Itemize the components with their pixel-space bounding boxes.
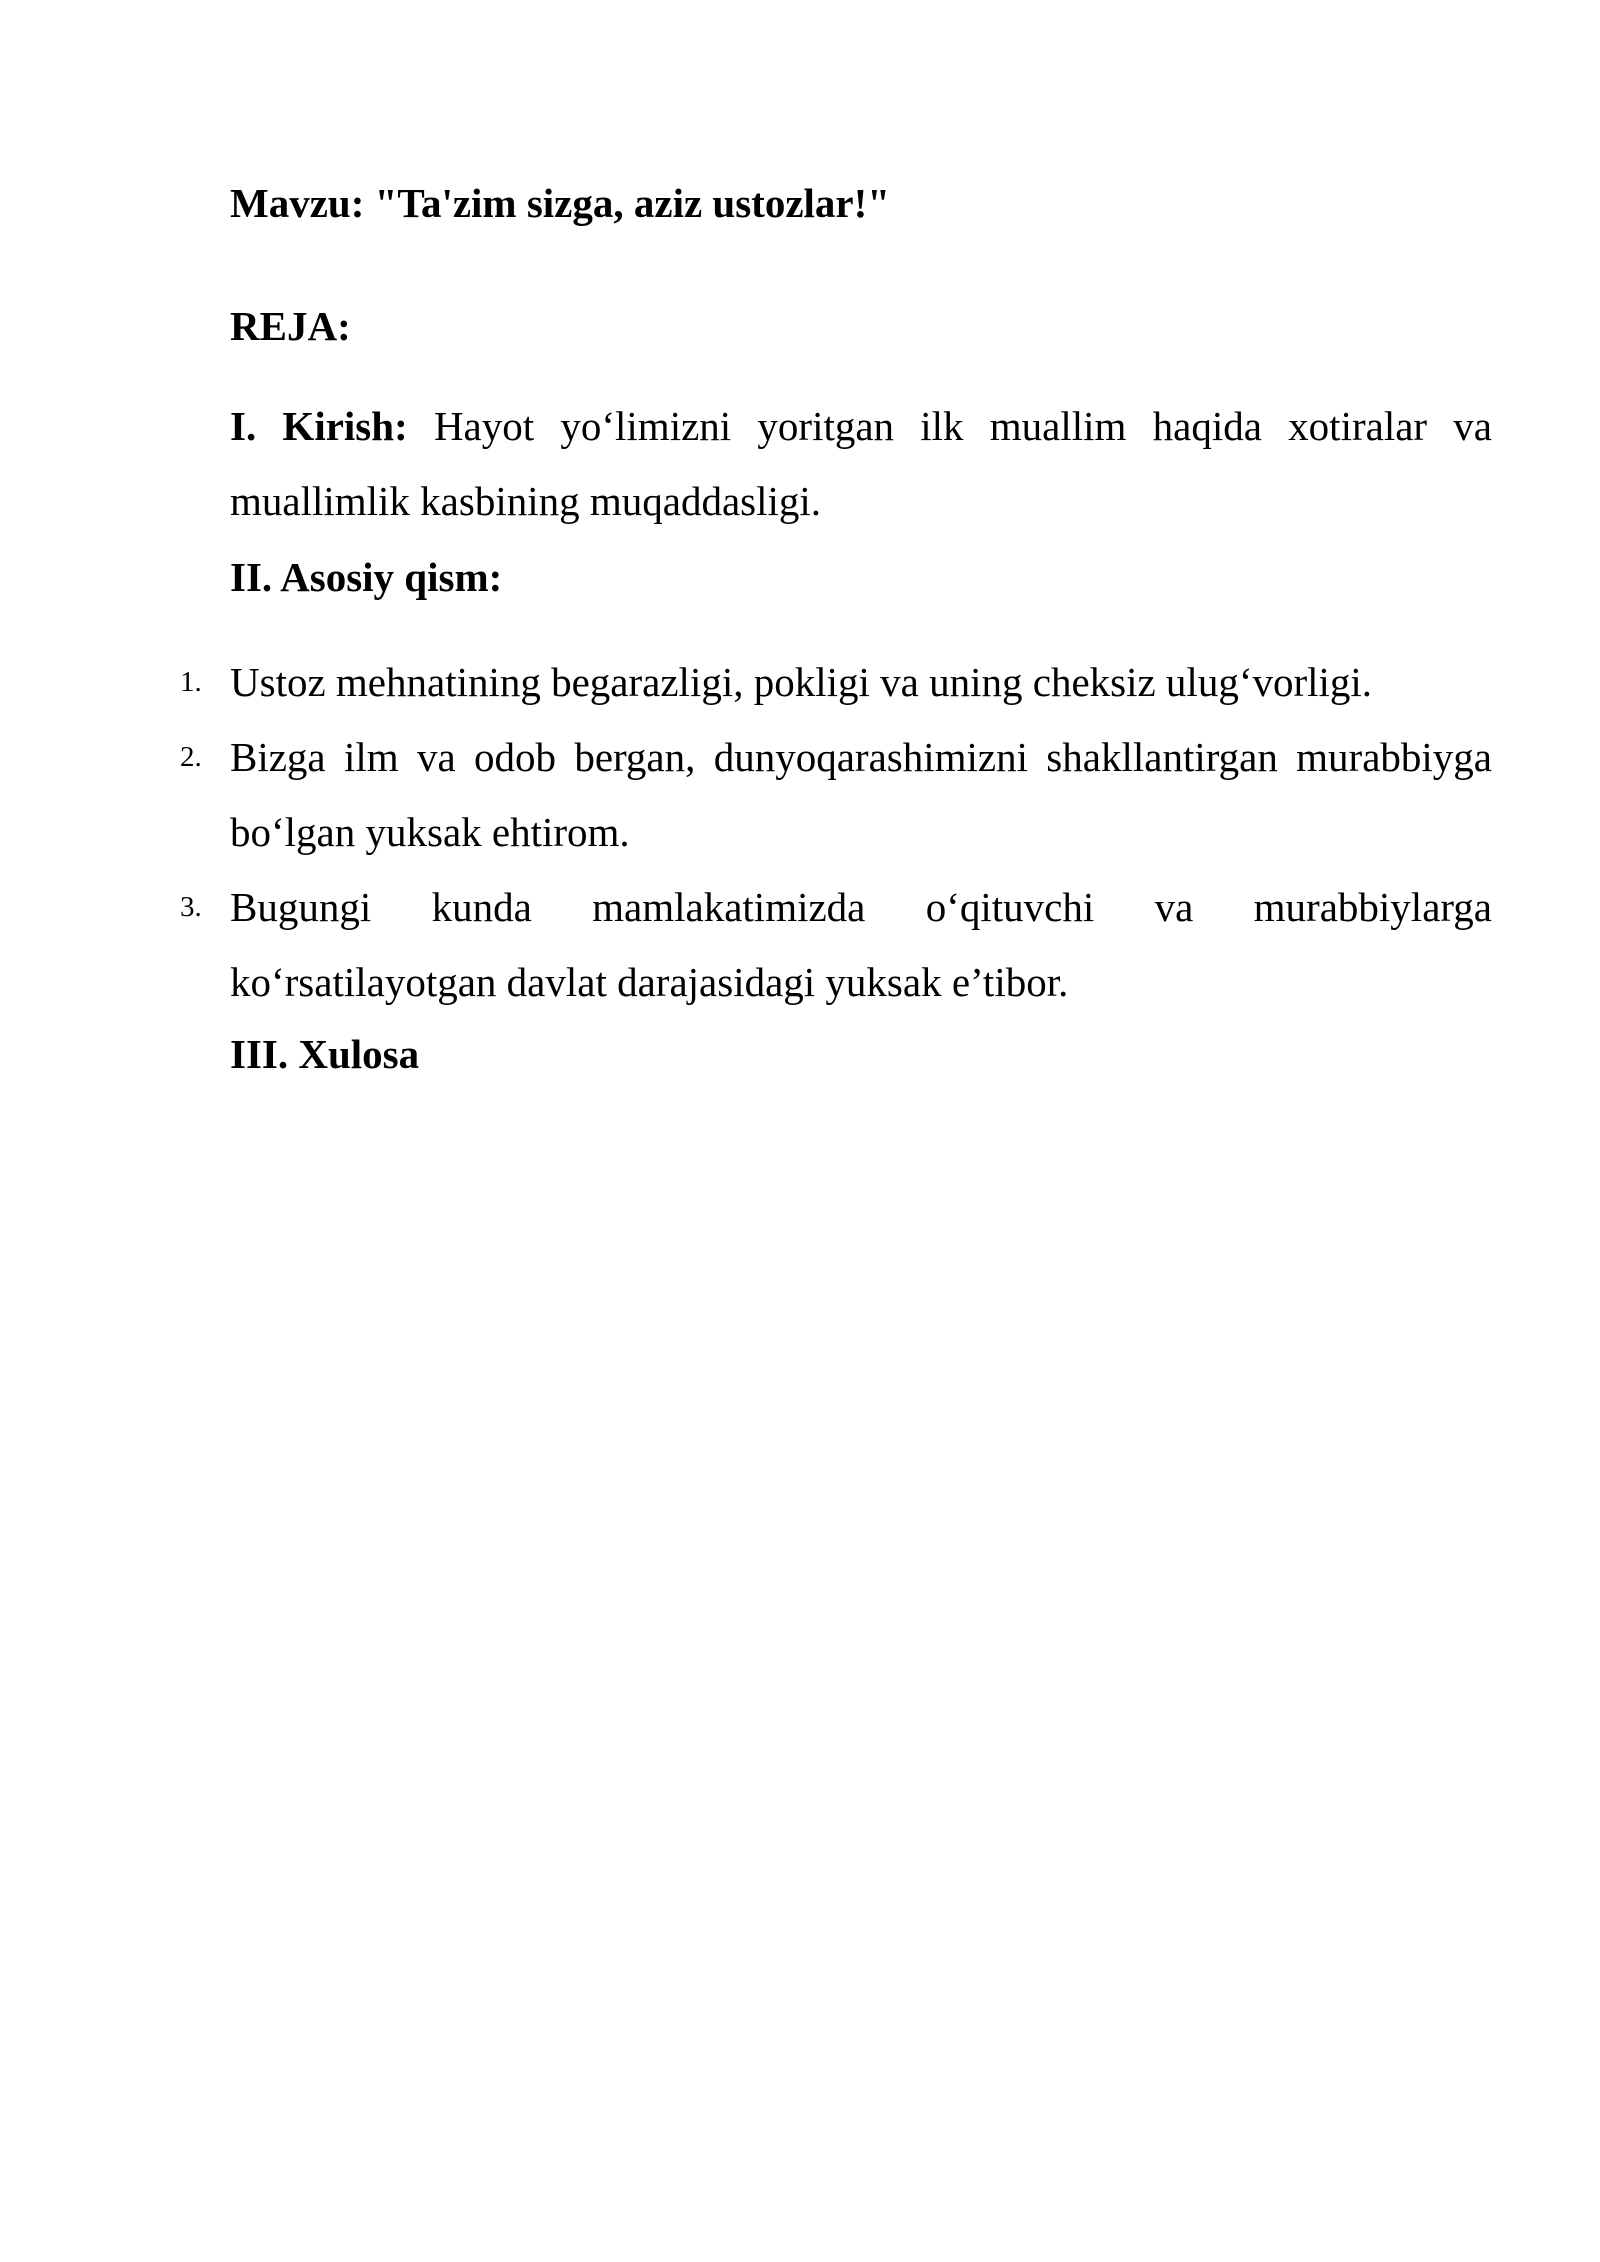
- intro-paragraph: [230, 389, 1492, 539]
- list-item-number: 3.: [180, 891, 202, 923]
- plan-heading: REJA:: [230, 303, 351, 349]
- list-item: [180, 645, 1492, 720]
- list-item-number: 1.: [180, 666, 202, 698]
- list-item-text: Ustoz mehnatining begarazligi, pokligi va uning cheksiz ulug‘vorligi.: [230, 659, 1373, 705]
- main-section-heading: II. Asosiy qism:: [230, 554, 503, 600]
- list-item: [180, 720, 1492, 870]
- list-item-text: Bizga ilm va odob bergan, dunyoqarashimizni shakllantirgan murabbiyga bo‘lgan yuksak ehtirom.: [230, 734, 1492, 855]
- conclusion-heading: III. Xulosa: [230, 1031, 420, 1077]
- document-title: Mavzu: "Ta'zim sizga, aziz ustozlar!": [230, 180, 891, 226]
- list-item: [180, 870, 1492, 1020]
- list-item-number: 2.: [180, 741, 202, 773]
- list-item-text: Bugungi kunda mamlakatimizda o‘qituvchi va murabbiylarga ko‘rsatilayotgan davlat darajasidagi yuksak e’tibor.: [230, 884, 1492, 1005]
- intro-text: Hayot yo‘limizni yoritgan ilk muallim haqida xotiralar va muallimlik kasbining muqaddasligi.: [230, 403, 1492, 524]
- intro-label: I. Kirish:: [230, 403, 408, 449]
